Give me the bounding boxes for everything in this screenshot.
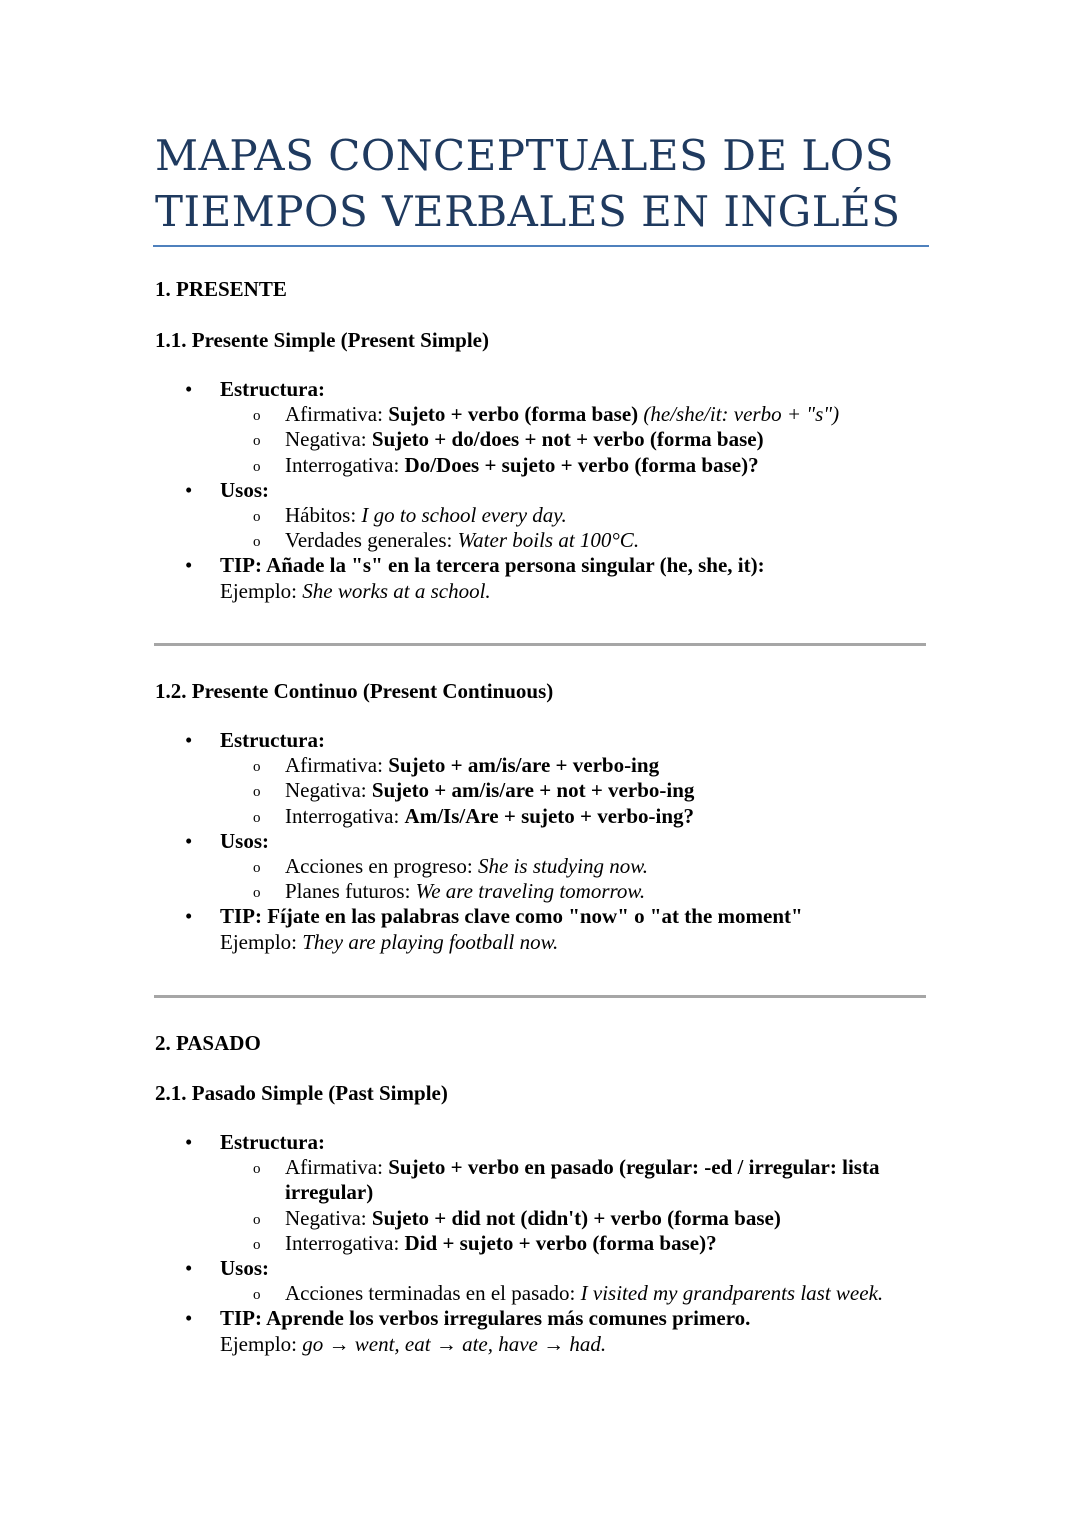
list-item: [185, 804, 945, 829]
negativa-formula: Sujeto + do/does + not + verbo (forma base): [371, 427, 764, 452]
list-item: [185, 553, 945, 578]
negativa-formula: Sujeto + am/is/are + not + verbo-ing: [371, 778, 695, 803]
bullet-icon: •: [185, 477, 193, 502]
circle-bullet-icon: o: [253, 809, 261, 826]
afirmativa-label: Afirmativa:: [285, 1155, 383, 1180]
circle-bullet-icon: o: [253, 509, 261, 526]
usos-label: Usos:: [220, 477, 270, 502]
ejemplo-label: Ejemplo:: [220, 929, 297, 954]
title-underline: [153, 245, 929, 247]
list-item: [185, 829, 945, 854]
list-item: [185, 427, 945, 452]
afirmativa-formula: Sujeto + verbo en pasado (regular: -ed / irregular: lista: [388, 1155, 880, 1180]
negativa-label: Negativa:: [285, 778, 367, 803]
negativa-formula: Sujeto + did not (didn't) + verbo (forma base): [371, 1205, 781, 1230]
bullet-icon: •: [185, 904, 193, 929]
bullet-icon: •: [185, 828, 193, 853]
afirmativa-note: (he/she/it: verbo + "s"): [643, 402, 840, 427]
subsection-heading-presente-continuo: 1.2. Presente Continuo (Present Continuous): [155, 679, 554, 703]
list-item: [185, 377, 945, 402]
tip-text: TIP: Añade la "s" en la tercera persona singular (he, she, it):: [220, 553, 765, 578]
circle-bullet-icon: o: [253, 759, 261, 776]
presente-continuo-list: [185, 728, 945, 955]
document-title: [155, 128, 935, 240]
bullet-icon: •: [185, 1256, 193, 1281]
ejemplo-text: They are playing football now.: [302, 929, 559, 954]
presente-simple-list: [185, 377, 945, 604]
title-line-1: MAPAS CONCEPTUALES DE LOS: [155, 131, 894, 180]
section-heading-pasado: 2. PASADO: [155, 1031, 261, 1055]
uso-label: Acciones terminadas en el pasado:: [285, 1281, 576, 1306]
uso-label: Acciones en progreso:: [285, 854, 473, 879]
pasado-simple-list: [185, 1130, 945, 1357]
usos-label: Usos:: [220, 1256, 270, 1281]
interrogativa-label: Interrogativa:: [285, 803, 400, 828]
circle-bullet-icon: o: [253, 885, 261, 902]
list-item: [185, 879, 945, 904]
example-line: [185, 1332, 945, 1357]
circle-bullet-icon: o: [253, 458, 261, 475]
uso-label: Hábitos:: [285, 503, 357, 528]
bullet-icon: •: [185, 377, 193, 401]
list-item: [185, 854, 945, 879]
uso-example: Water boils at 100°C.: [457, 528, 640, 553]
uso-example: She is studying now.: [478, 854, 648, 879]
uso-label: Planes futuros:: [285, 879, 411, 904]
section-divider: [154, 643, 926, 646]
tip-text: TIP: Aprende los verbos irregulares más comunes primero.: [220, 1306, 751, 1331]
list-item: [185, 402, 945, 427]
list-item: [185, 478, 945, 503]
estructura-label: Estructura:: [220, 728, 325, 752]
afirmativa-label: Afirmativa:: [285, 402, 383, 427]
circle-bullet-icon: o: [253, 433, 261, 450]
ejemplo-text: She works at a school.: [302, 578, 491, 603]
tip-text: TIP: Fíjate en las palabras clave como "now" o "at the moment": [220, 904, 803, 929]
list-item: [185, 728, 945, 753]
afirmativa-formula: Sujeto + verbo (forma base): [388, 402, 639, 427]
negativa-label: Negativa:: [285, 427, 367, 452]
list-item: [185, 1306, 945, 1331]
bullet-icon: •: [185, 1306, 193, 1331]
estructura-label: Estructura:: [220, 377, 325, 401]
subsection-heading-pasado-simple: 2.1. Pasado Simple (Past Simple): [155, 1081, 448, 1105]
ejemplo-label: Ejemplo:: [220, 1331, 297, 1356]
usos-label: Usos:: [220, 828, 270, 853]
circle-bullet-icon: o: [253, 784, 261, 801]
list-item: [185, 1155, 945, 1180]
subsection-heading-presente-simple: 1.1. Presente Simple (Present Simple): [155, 328, 490, 352]
uso-example: I go to school every day.: [361, 503, 567, 528]
section-divider: [154, 995, 926, 998]
interrogativa-formula: Did + sujeto + verbo (forma base)?: [404, 1230, 717, 1255]
list-item: [185, 503, 945, 528]
ejemplo-label: Ejemplo:: [220, 578, 297, 603]
uso-label: Verdades generales:: [285, 528, 453, 553]
example-line: [185, 930, 945, 955]
list-item: [185, 453, 945, 478]
circle-bullet-icon: o: [253, 860, 261, 877]
list-item-continuation: [185, 1180, 945, 1205]
estructura-label: Estructura:: [220, 1130, 325, 1154]
afirmativa-label: Afirmativa:: [285, 753, 383, 778]
list-item: [185, 778, 945, 803]
interrogativa-label: Interrogativa:: [285, 452, 400, 477]
uso-example: We are traveling tomorrow.: [415, 879, 646, 904]
afirmativa-formula-continuation: irregular): [285, 1180, 374, 1205]
interrogativa-label: Interrogativa:: [285, 1230, 400, 1255]
interrogativa-formula: Do/Does + sujeto + verbo (forma base)?: [404, 452, 759, 477]
example-line: [185, 579, 945, 604]
circle-bullet-icon: o: [253, 534, 261, 551]
ejemplo-text: go → went, eat → ate, have → had.: [302, 1331, 607, 1356]
bullet-icon: •: [185, 553, 193, 578]
section-heading-presente: 1. PRESENTE: [155, 277, 287, 301]
circle-bullet-icon: o: [253, 1236, 261, 1253]
list-item: [185, 528, 945, 553]
bullet-icon: •: [185, 728, 193, 752]
uso-example: I visited my grandparents last week.: [580, 1281, 884, 1306]
list-item: [185, 753, 945, 778]
interrogativa-formula: Am/Is/Are + sujeto + verbo-ing?: [404, 803, 695, 828]
circle-bullet-icon: o: [253, 1287, 261, 1304]
title-line-2: TIEMPOS VERBALES EN INGLÉS: [155, 187, 901, 236]
list-item: [185, 1281, 945, 1306]
list-item: [185, 1206, 945, 1231]
list-item: [185, 1256, 945, 1281]
circle-bullet-icon: o: [253, 408, 261, 425]
bullet-icon: •: [185, 1130, 193, 1154]
list-item: [185, 904, 945, 929]
list-item: [185, 1130, 945, 1155]
negativa-label: Negativa:: [285, 1205, 367, 1230]
list-item: [185, 1231, 945, 1256]
circle-bullet-icon: o: [253, 1161, 261, 1178]
afirmativa-formula: Sujeto + am/is/are + verbo-ing: [388, 753, 660, 778]
circle-bullet-icon: o: [253, 1211, 261, 1228]
